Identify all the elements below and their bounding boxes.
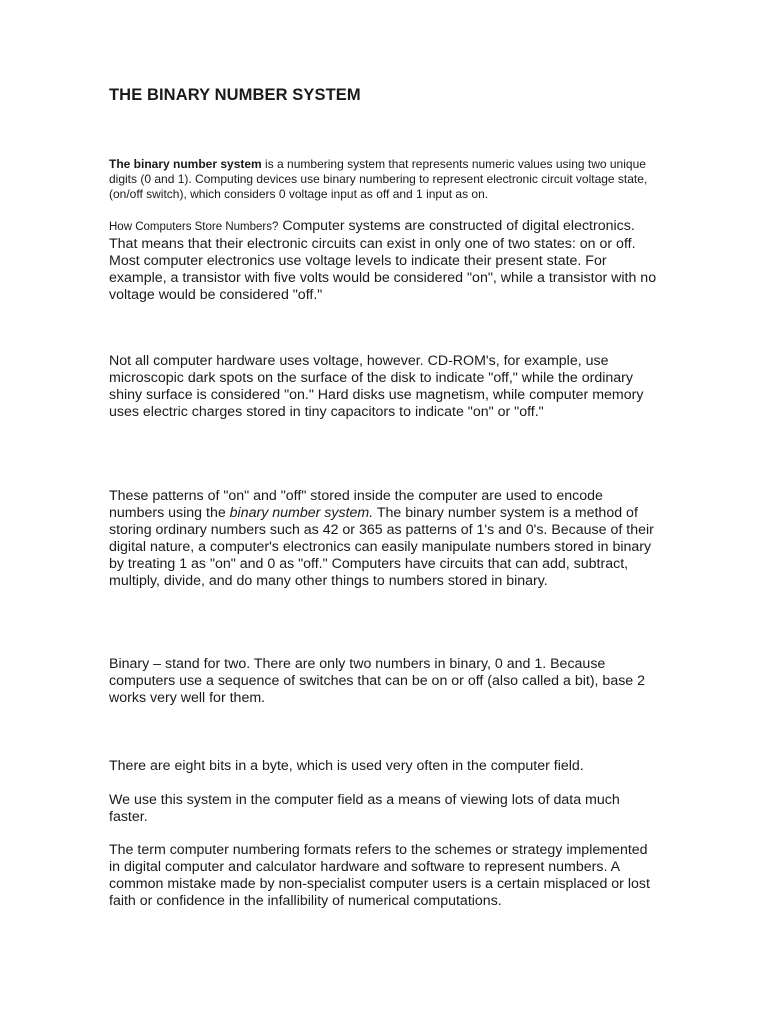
paragraph-1-lead: How Computers Store Numbers? bbox=[109, 221, 279, 233]
document-title: THE BINARY NUMBER SYSTEM bbox=[109, 86, 361, 104]
intro-paragraph bbox=[109, 157, 657, 202]
paragraph-1-text: Computer systems are constructed of digital electronics. That means that their electronic circuits can exist in only one of two states: on or off. Most computer electronics use voltage levels to indicate their present state. For example, a transistor with five volts would be considered "on", while a transistor with no voltage would be considered "off." bbox=[109, 218, 657, 303]
paragraph-hardware-voltage: Not all computer hardware uses voltage, however. CD-ROM's, for example, use microscopic dark spots on the surface of the disk to indicate "off," while the ordinary shiny surface is considered "on." Hard disks use magnetism, while computer memory uses electric charges stored in tiny capacitors to indicate "on" or "off." bbox=[109, 353, 644, 420]
paragraph-how-computers-store bbox=[109, 218, 657, 304]
paragraph-binary-definition: Binary – stand for two. There are only two numbers in binary, 0 and 1. Because computers use a sequence of switches that can be on or off (also called a bit), base 2 works very well for them. bbox=[109, 656, 646, 706]
paragraph-viewing-data: We use this system in the computer field as a means of viewing lots of data much faster. bbox=[109, 792, 620, 825]
paragraph-3-after: The binary number system is a method of storing ordinary numbers such as 42 or 365 as patterns of 1's and 0's. Because of their digital nature, a computer's electronics can easily manipulate numbers stored in binary by treating 1 as "on" and 0 as "off." Computers have circuits that can add, subtract, multiply, divide, and do many other things to numbers stored in binary. bbox=[109, 505, 654, 589]
paragraph-bits-in-byte: There are eight bits in a byte, which is used very often in the computer field. bbox=[109, 758, 584, 774]
paragraph-numbering-formats: The term computer numbering formats refers to the schemes or strategy implemented in digital computer and calculator hardware and software to represent numbers. A common mistake made by non-specialist computer users is a certain misplaced or lost faith or confidence in the infallibility of numerical computations. bbox=[109, 842, 650, 909]
intro-text: is a numbering system that represents numeric values using two unique digits (0 and 1). Computing devices use binary numbering to represent electronic circuit voltage state, (on/off switch), which considers 0 voltage input as off and 1 input as on. bbox=[109, 157, 648, 201]
intro-lead: The binary number system bbox=[109, 157, 262, 171]
paragraph-3-before: These patterns of "on" and "off" stored inside the computer are used to encode numbers using the bbox=[109, 488, 603, 521]
paragraph-patterns bbox=[109, 488, 657, 590]
paragraph-3-emphasis: binary number system. bbox=[229, 505, 374, 521]
